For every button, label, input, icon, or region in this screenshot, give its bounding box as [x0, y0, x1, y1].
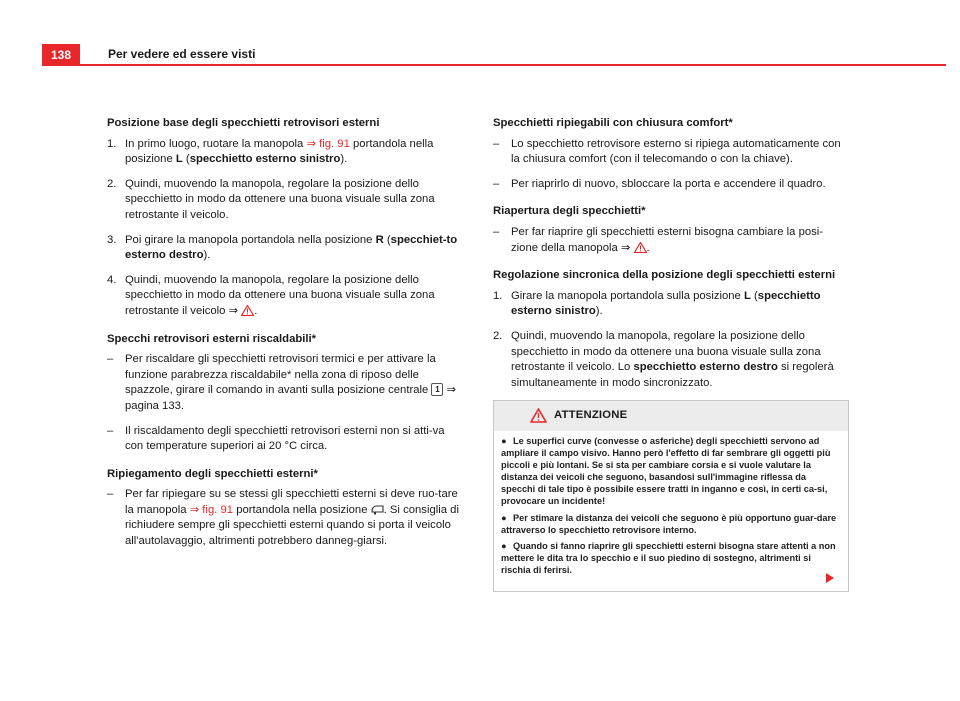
right-column — [493, 116, 847, 400]
heading-base-position: Posizione base degli specchietti retrovisori esterni — [107, 117, 380, 129]
warning-triangle-icon — [530, 408, 547, 423]
list-item: 2. Quindi, muovendo la manopola, regolare la posizione dello specchietto in modo da ottenere una buona visuale sulla zona retrostante il veicolo. Lo specchietto esterno destro si regolerà simultaneamente in modo sincronizzato. — [493, 329, 834, 389]
heading-comfort-folding: Specchietti ripiegabili con chiusura comfort* — [493, 117, 733, 129]
heading-folding-mirrors: Ripiegamento degli specchietti esterni* — [107, 467, 318, 480]
control-number-badge: 1 — [431, 383, 443, 396]
heading-heated-mirrors: Specchi retrovisori esterni riscaldabili* — [107, 332, 317, 345]
list-item: – Per riscaldare gli specchietti retrovisori termici e per attivare la funzione parabrezza riscaldabile* nella zona di riposo delle spazzole, girare il comando in avanti sulla posizione centrale 1 ⇒ pagina 133. — [107, 353, 457, 412]
warning-triangle-icon[interactable] — [634, 242, 647, 253]
continue-arrow-icon — [826, 573, 834, 583]
list-item: 1. In primo luogo, ruotare la manopola ⇒ fig. 91 portandola nella posizione L (specchietto esterno sinistro). — [107, 137, 434, 166]
warning-box — [493, 400, 849, 592]
section-title: Per vedere ed essere visti — [108, 47, 256, 61]
list-item: – Per far ripiegare su se stessi gli specchietti esterni si deve ruo-tare la manopola ⇒ fig. 91 portandola nella posizione . Si consiglia di richiudere sempre gli specchietti esterni quando si porta il veicolo all'autolavaggio, altrimenti potrebbero danneg-giarsi. — [107, 488, 459, 548]
list-item: 3. Poi girare la manopola portandola nella posizione R (specchiet-to esterno destro). — [107, 233, 458, 262]
list-item: – Per riaprirlo di nuovo, sbloccare la porta e accendere il quadro. — [493, 177, 826, 190]
warning-item: ● Quando si fanno riaprire gli specchietti esterni bisogna stare attenti a non mettere le dita tra lo specchio e il suo piedino di sostegno, altrimenti si rischia di ferirsi. — [501, 540, 836, 575]
page-header — [42, 44, 946, 66]
page-link[interactable]: ⇒ pagina 133. — [125, 384, 457, 412]
figure-link[interactable]: ⇒ fig. 91 — [306, 137, 350, 150]
left-column — [107, 116, 461, 559]
list-item: – Lo specchietto retrovisore esterno si ripiega automaticamente con la chiusura comfort (con il telecomando o con la chiave). — [493, 137, 841, 166]
warning-triangle-icon[interactable] — [241, 305, 254, 316]
list-item: 2. Quindi, muovendo la manopola, regolare la posizione dello specchietto in modo da ottenere una buona visuale sulla zona retrostante il veicolo. — [107, 177, 435, 221]
list-item: 4. Quindi, muovendo la manopola, regolare la posizione dello specchietto in modo da ottenere una buona visuale sulla zona retrostante il veicolo ⇒ . — [107, 273, 435, 317]
list-item: – Il riscaldamento degli specchietti retrovisori esterni non si atti-va con temperature superiori ai 20 °C circa. — [107, 424, 445, 453]
warning-title: ATTENZIONE — [554, 409, 628, 421]
list-item: 1. Girare la manopola portandola sulla posizione L (specchietto esterno sinistro). — [493, 289, 821, 318]
mirror-fold-icon — [371, 504, 384, 515]
warning-body — [494, 431, 848, 576]
warning-header — [494, 401, 848, 431]
heading-synchronous-adjustment: Regolazione sincronica della posizione degli specchietti esterni — [493, 269, 836, 282]
heading-reopen-mirrors: Riapertura degli specchietti* — [493, 205, 646, 218]
figure-link[interactable]: ⇒ fig. 91 — [189, 503, 234, 516]
warning-item: ● Le superfici curve (convesse o asferiche) degli specchietti servono ad ampliare il campo visivo. Hanno però l'effetto di far sembrare gli oggetti più piccoli e più lontani. Se si sta per cambiare corsia e si vuole valutare la distanza dei veicoli che seguono, basandosi sull'immagine riflessa da specchi di tale tipo è possibile essere tratti in inganno e così, in certi ca-si, provocare un incidente! — [501, 436, 831, 507]
header-rule — [42, 64, 946, 66]
warning-item: ● Per stimare la distanza dei veicoli che seguono è più opportuno guar-dare attraverso lo specchietto retrovisore interno. — [501, 512, 837, 535]
page-number: 138 — [42, 44, 80, 66]
list-item: – Per far riaprire gli specchietti esterni bisogna cambiare la posi-zione della manopola ⇒ . — [493, 225, 824, 254]
